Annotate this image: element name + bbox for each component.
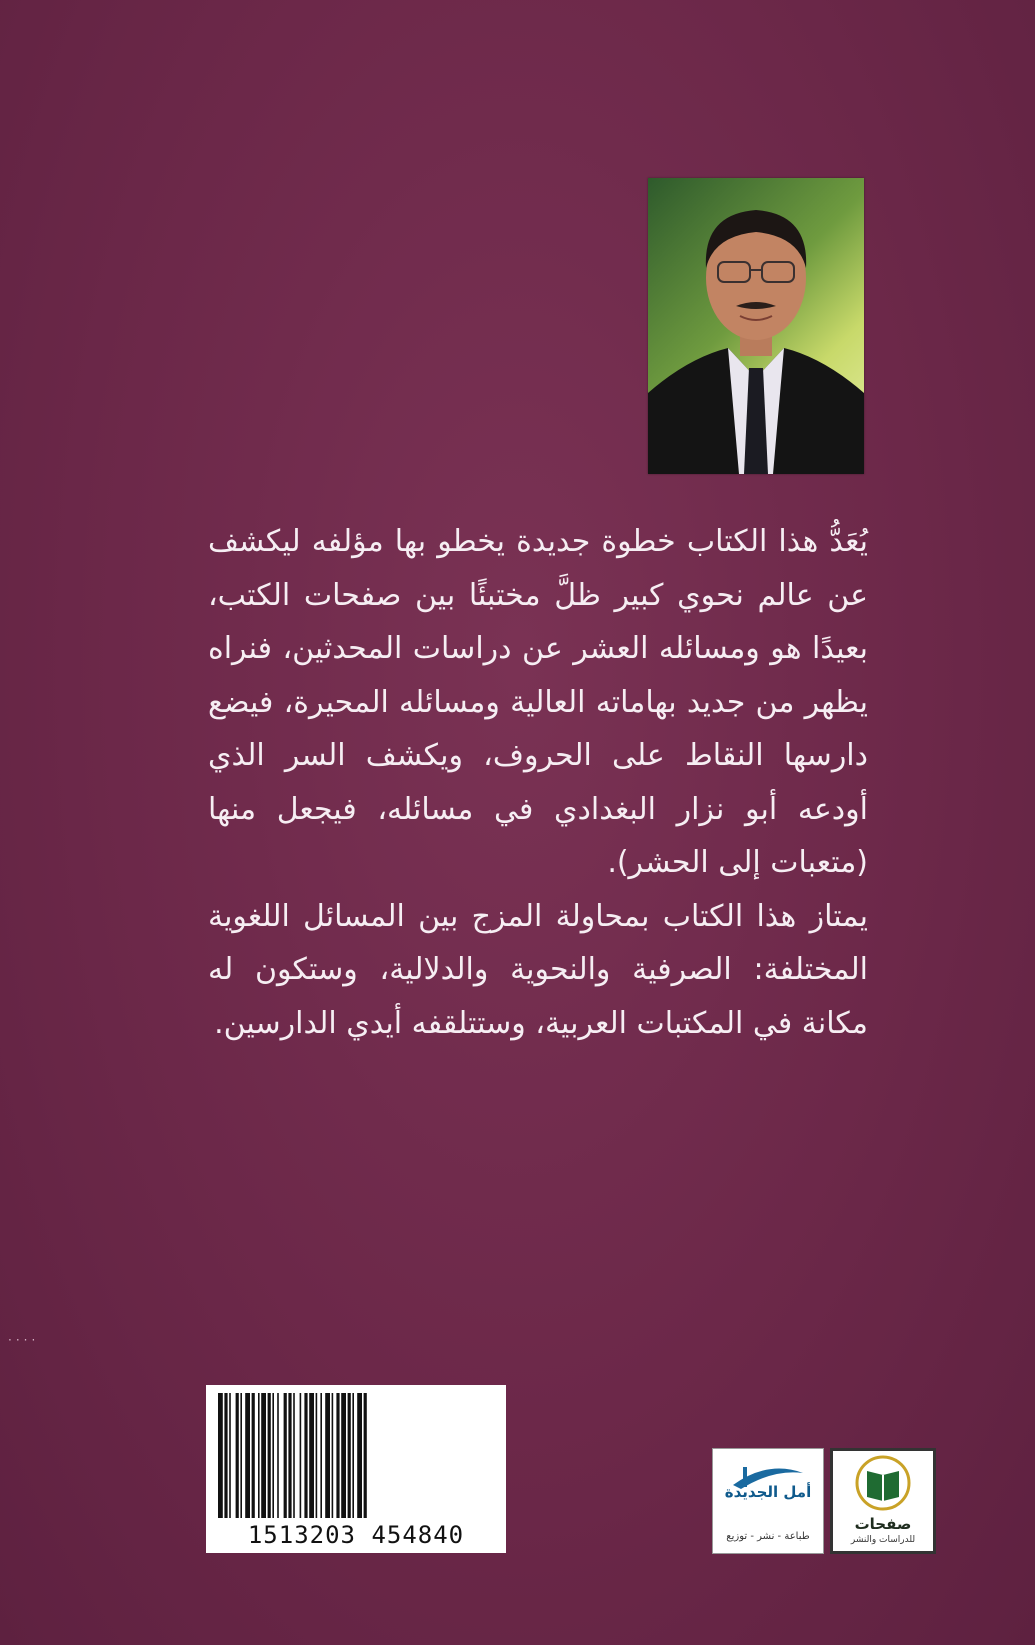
safahat-publisher-name: صفحات xyxy=(854,1515,912,1533)
publisher-logo-amal xyxy=(712,1448,824,1554)
barcode-bar xyxy=(341,1393,346,1518)
barcode-bar xyxy=(336,1393,339,1518)
barcode-bar xyxy=(218,1393,223,1518)
barcode-bar xyxy=(245,1393,250,1518)
barcode-bar xyxy=(229,1393,231,1518)
barcode-bar xyxy=(240,1393,242,1518)
barcode-bar xyxy=(224,1393,227,1518)
decorative-dots: ⋅⋅⋅⋅ xyxy=(8,1333,40,1347)
blurb-paragraph-1: يُعَدُّ هذا الكتاب خطوة جديدة يخطو بها مؤلفه ليكشف عن عالم نحوي كبير ظلَّ مختبئًا بين صفحات الكتب، بعيدًا هو ومسائله العشر عن دراسات المحدثين، فنراه يظهر من جديد بهاماته العالية ومسائله المحيرة، فيضع دارسها النقاط على الحروف، ويكشف السر الذي أودعه أبو نزار البغدادي في مسائله، فيجعل منها (متعبات إلى الحشر). xyxy=(208,524,868,880)
book-emblem-icon xyxy=(833,1453,933,1513)
amal-publisher-name: أمل الجديدة xyxy=(724,1483,812,1501)
barcode-bar xyxy=(320,1393,322,1518)
barcode-bars xyxy=(216,1393,496,1518)
barcode-bar xyxy=(272,1393,274,1518)
barcode-bar xyxy=(357,1393,362,1518)
barcode-bar xyxy=(316,1393,318,1518)
back-cover-blurb xyxy=(208,515,868,1050)
amal-publisher-tagline: طباعة - نشر - توزيع xyxy=(726,1531,810,1542)
barcode-bar xyxy=(348,1393,351,1518)
barcode-bar xyxy=(288,1393,291,1518)
barcode-bar xyxy=(352,1393,354,1518)
barcode-bar xyxy=(277,1393,279,1518)
safahat-publisher-tagline: للدراسات والنشر xyxy=(850,1535,916,1545)
barcode-bar xyxy=(309,1393,314,1518)
barcode-bar xyxy=(332,1393,334,1518)
barcode-bar xyxy=(325,1393,330,1518)
publisher-logo-safahat xyxy=(830,1448,936,1554)
barcode-bar xyxy=(304,1393,307,1518)
barcode-bar xyxy=(258,1393,260,1518)
isbn-number: 1513203 454840 xyxy=(247,1521,465,1549)
barcode-bar xyxy=(236,1393,239,1518)
barcode-bar xyxy=(293,1393,295,1518)
barcode-bar xyxy=(268,1393,271,1518)
barcode-bar xyxy=(300,1393,302,1518)
barcode-bar xyxy=(364,1393,367,1518)
barcode-bar xyxy=(284,1393,287,1518)
blurb-paragraph-2: يمتاز هذا الكتاب بمحاولة المزج بين المسائل اللغوية المختلفة: الصرفية والنحوية والدلالية، وستكون له مكانة في المكتبات العربية، وستتلقفه أيدي الدارسين. xyxy=(208,898,868,1041)
author-photo xyxy=(648,178,864,474)
isbn-barcode xyxy=(206,1385,506,1553)
barcode-bar xyxy=(261,1393,266,1518)
barcode-bar xyxy=(252,1393,255,1518)
